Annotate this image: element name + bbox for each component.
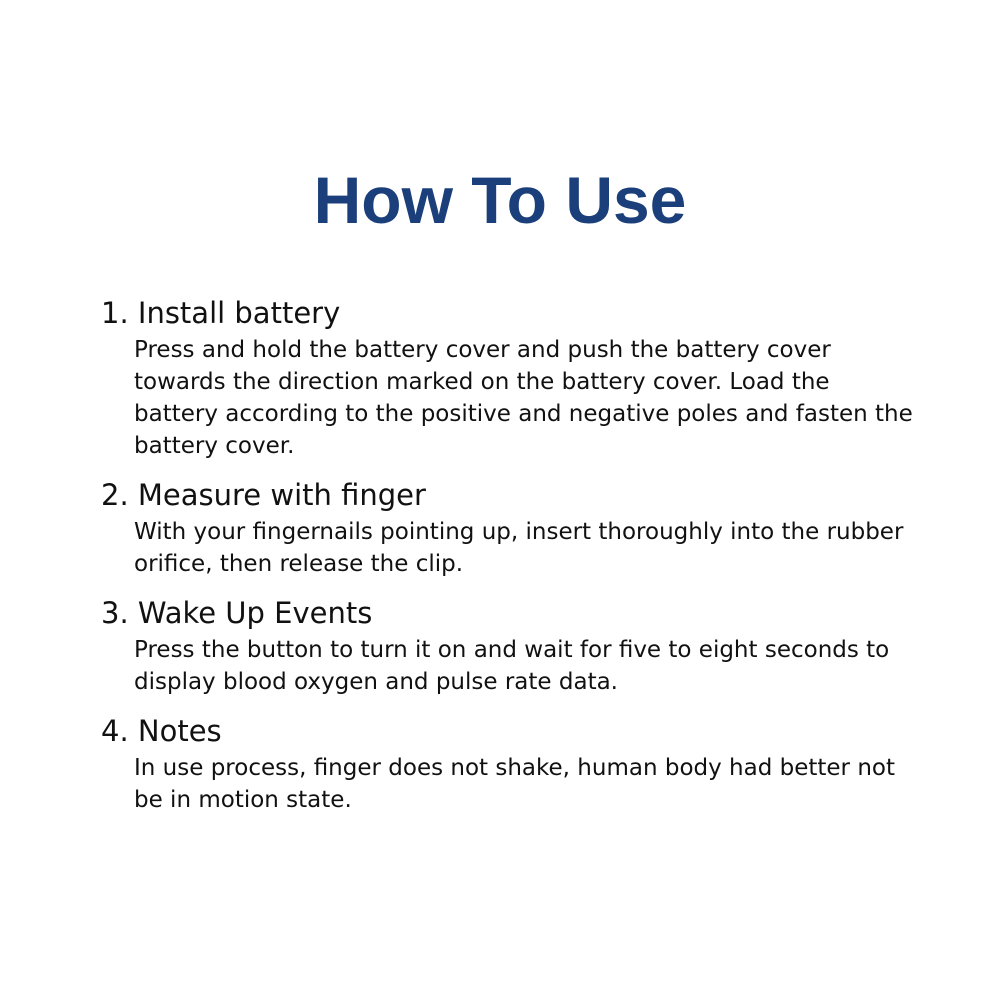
step-install-battery [101, 292, 921, 462]
step-wake-up-events [101, 592, 921, 698]
steps-list [101, 292, 921, 828]
step-body: Press and hold the battery cover and push the battery cover towards the direction marked on the battery cover. Load the battery according to the positive and negative poles and fasten the battery cover. [134, 337, 913, 459]
step-heading: 3. Wake Up Events [101, 596, 373, 630]
page-title: How To Use [313, 163, 687, 237]
step-body: In use process, finger does not shake, human body had better not be in motion state. [134, 755, 895, 813]
step-body: With your fingernails pointing up, insert thoroughly into the rubber orifice, then release the clip. [134, 519, 904, 577]
step-heading: 2. Measure with finger [101, 478, 426, 512]
step-notes [101, 710, 921, 816]
step-measure-with-finger [101, 474, 921, 580]
step-body: Press the button to turn it on and wait for five to eight seconds to display blood oxygen and pulse rate data. [134, 637, 890, 695]
step-heading: 1. Install battery [101, 296, 341, 330]
step-heading: 4. Notes [101, 714, 222, 748]
